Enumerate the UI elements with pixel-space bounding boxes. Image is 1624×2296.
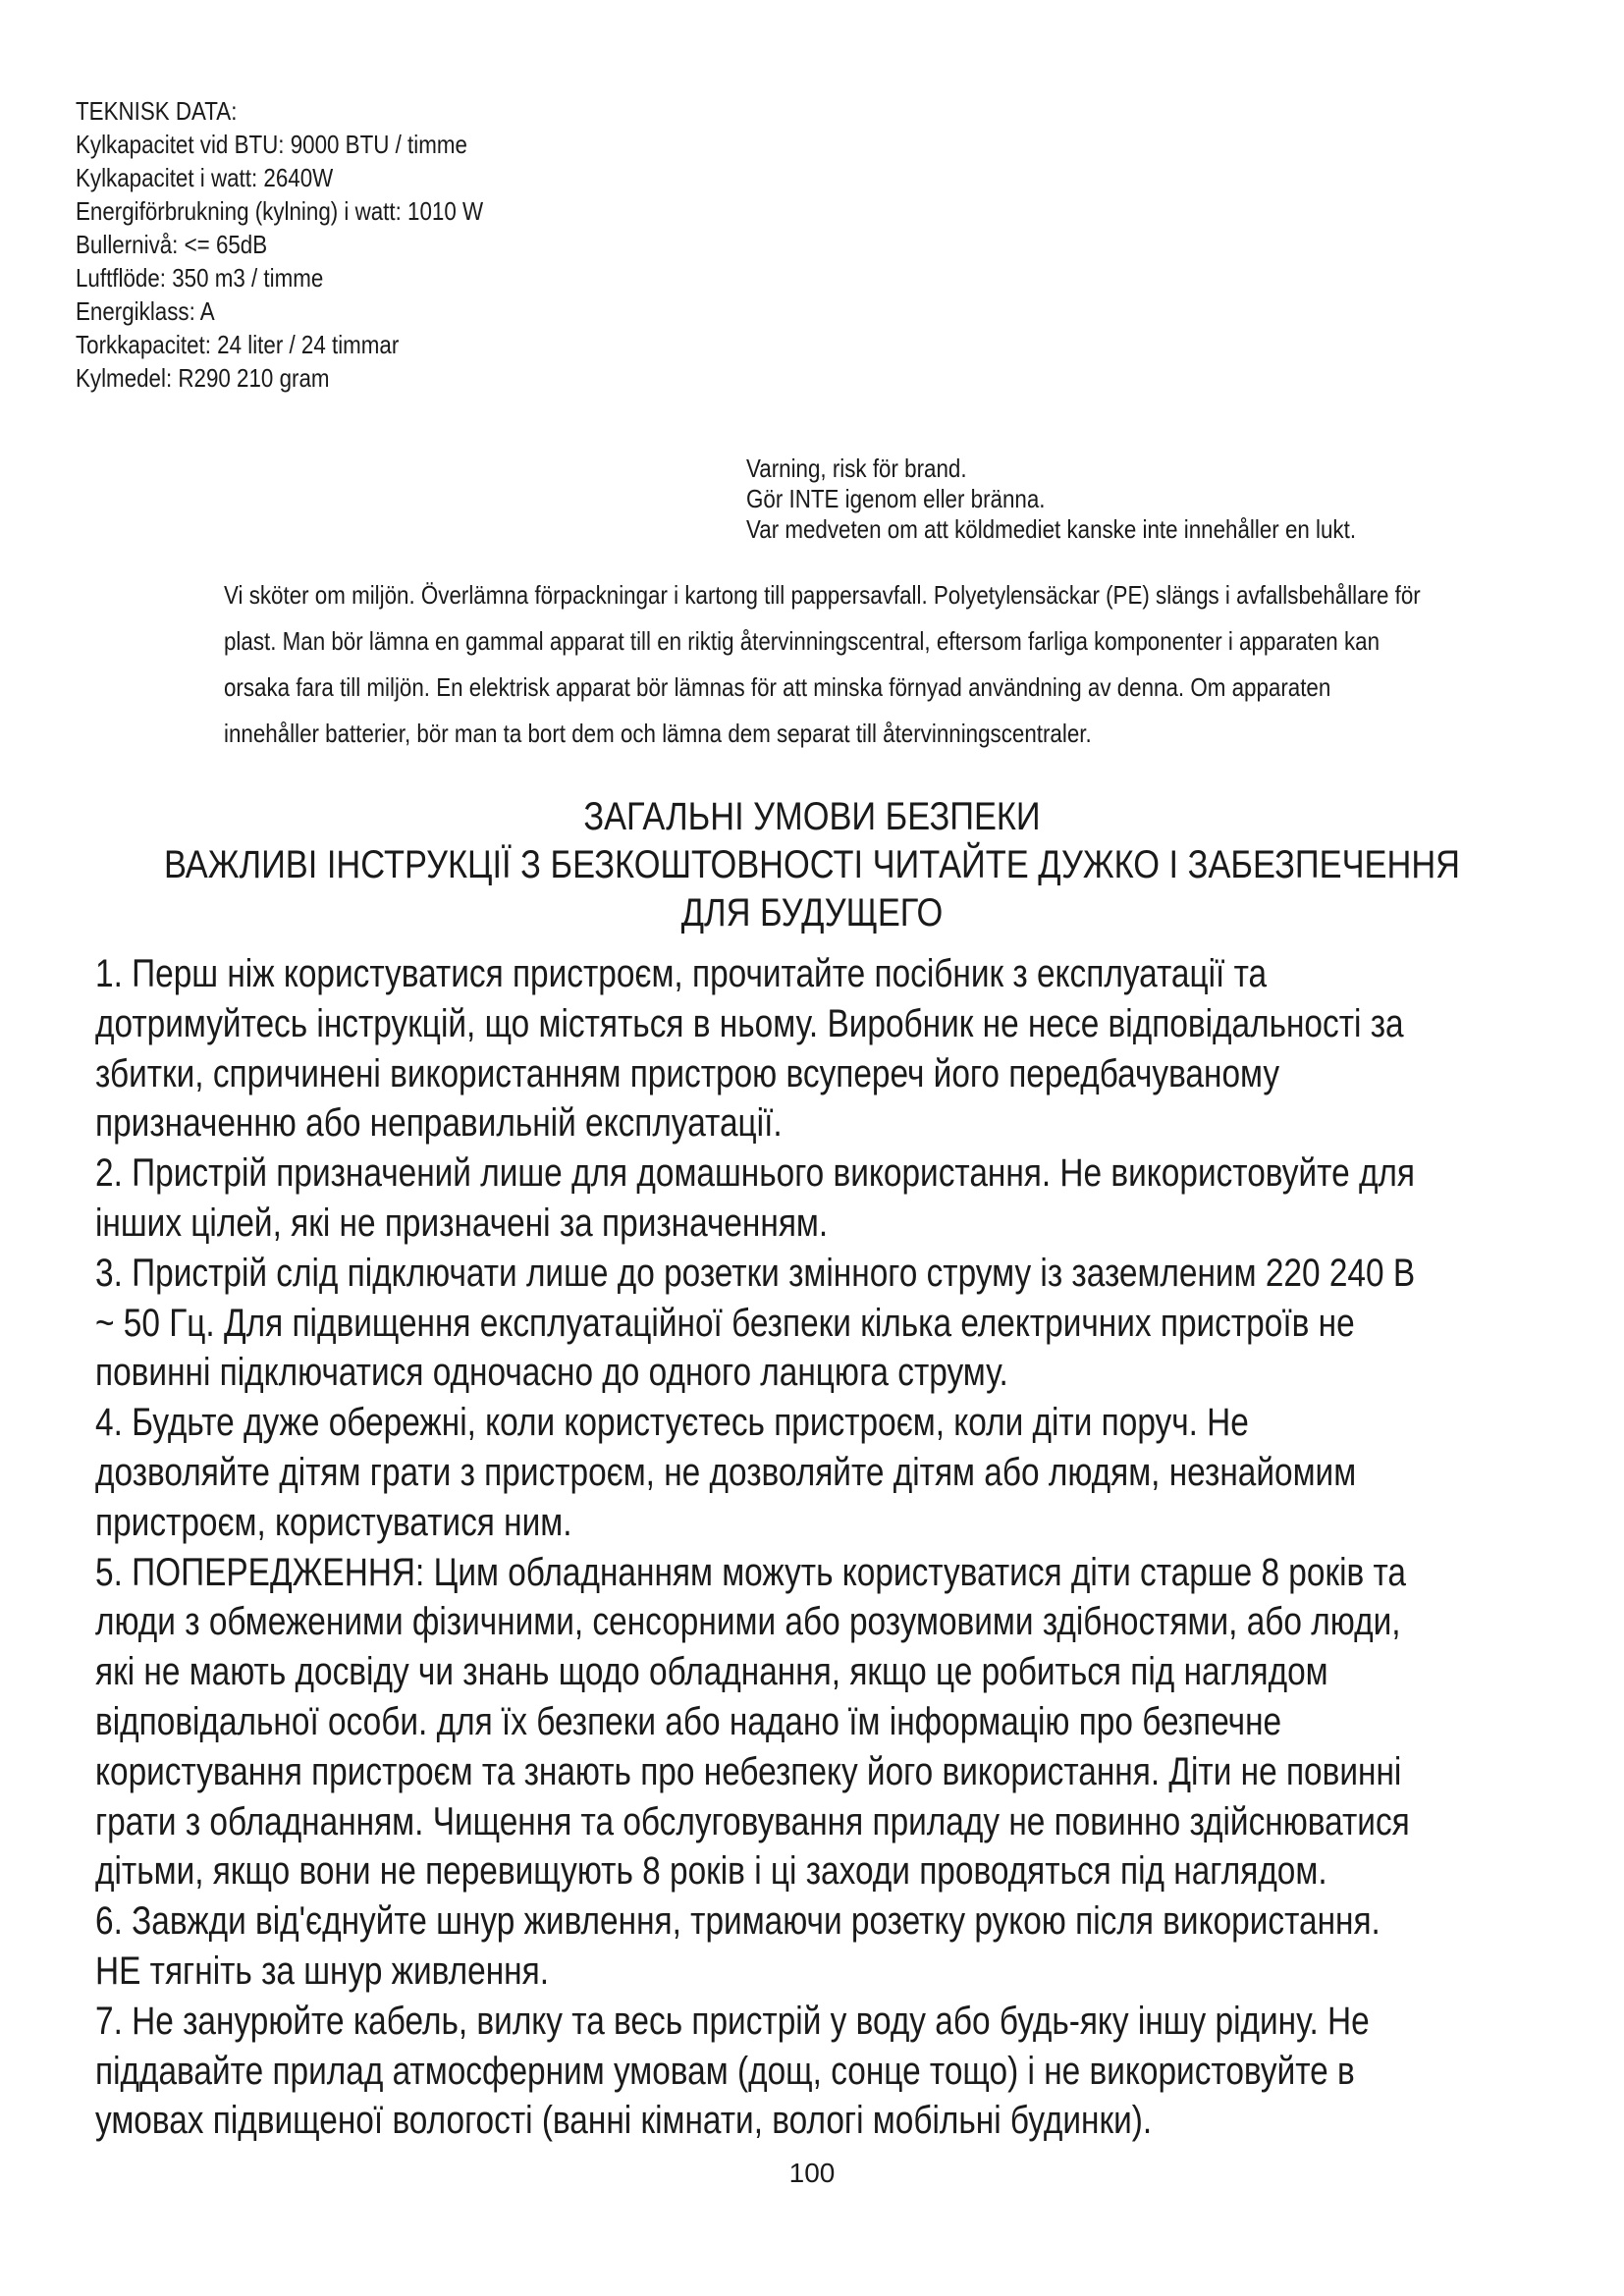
environment-notice <box>224 572 1592 757</box>
instruction-line: ~ 50 Гц. Для підвищення експлуатаційної безпеки кілька електричних пристроїв не <box>95 1301 1355 1345</box>
instruction-line: піддавайте прилад атмосферним умовам (дощ, сонце тощо) і не використовуйте в <box>95 2049 1355 2093</box>
safety-heading <box>0 793 1624 937</box>
warning-line: Varning, risk för brand. <box>746 454 967 483</box>
instruction-line: 5. ПОПЕРЕДЖЕННЯ: Цим обладнанням можуть користуватися діти старше 8 років та <box>95 1550 1407 1594</box>
technical-data-line: Energiklass: A <box>76 296 215 326</box>
instruction-line: 7. Не занурюйте кабель, вилку та весь пристрій у воду або будь-яку іншу рідину. Не <box>95 1999 1370 2043</box>
instruction-line: інших цілей, які не призначені за призначенням. <box>95 1201 829 1245</box>
technical-data-section <box>76 94 683 395</box>
instruction-line: люди з обмеженими фізичними, сенсорними або розумовими здібностями, або люди, <box>95 1600 1401 1644</box>
technical-data-line: Luftflöde: 350 m3 / timme <box>76 263 324 293</box>
page-number: 100 <box>788 2158 836 2188</box>
instruction-line: які не мають досвіду чи знань щодо обладнання, якщо це робиться під наглядом <box>95 1650 1328 1694</box>
instruction-line: збитки, спричинені використанням пристрою всупереч його передбачуваному <box>95 1051 1280 1095</box>
instruction-line: 3. Пристрій слід підключати лише до розетки змінного струму із заземленим 220 240 В <box>95 1251 1416 1295</box>
technical-data-line: Torkkapacitet: 24 liter / 24 timmar <box>76 330 400 359</box>
technical-data-line: Bullernivå: <= 65dB <box>76 230 268 259</box>
instruction-line: умовах підвищеної вологості (ванні кімнати, вологі мобільні будинки). <box>95 2099 1153 2143</box>
environment-line: innehåller batterier, bör man ta bort dem och lämna dem separat till återvinningscentraler. <box>224 719 1092 748</box>
instruction-line: повинні підключатися одночасно до одного ланцюга струму. <box>95 1351 1008 1395</box>
warning-line: Gör INTE igenom eller bränna. <box>746 484 1046 513</box>
instruction-line: 2. Пристрій призначений лише для домашнього використання. Не використовуйте для <box>95 1151 1416 1196</box>
instruction-line: дотримуйтесь інструкцій, що містяться в ньому. Виробник не несе відповідальності за <box>95 1001 1404 1045</box>
instruction-line: дозволяйте дітям грати з пристроєм, не дозволяйте дітям або людям, незнайомим <box>95 1450 1357 1494</box>
fire-warning-block <box>746 454 1506 545</box>
section-subtitle: ДЛЯ БУДУЩЕГО <box>680 891 944 934</box>
environment-line: plast. Man bör lämna en gammal apparat till en riktig återvinningscentral, eftersom farliga komponenter i apparaten kan <box>224 626 1380 656</box>
instruction-line: 1. Перш ніж користуватися пристроєм, прочитайте посібник з експлуатації та <box>95 952 1268 995</box>
safety-instructions <box>95 949 1563 2146</box>
technical-data-line: Kylkapacitet i watt: 2640W <box>76 163 334 192</box>
technical-data-line: Energiförbrukning (kylning) i watt: 1010 W <box>76 196 484 226</box>
instruction-line: 4. Будьте дуже обережні, коли користуєтесь пристроєм, коли діти поруч. Не <box>95 1401 1249 1445</box>
technical-data-title: TEKNISK DATA: <box>76 96 238 126</box>
instruction-line: пристроєм, користуватися ним. <box>95 1500 572 1544</box>
instruction-line: призначенню або неправильній експлуатації. <box>95 1101 783 1146</box>
warning-line: Var medveten om att köldmediet kanske inte innehåller en lukt. <box>746 514 1357 544</box>
instruction-line: 6. Завжди від'єднуйте шнур живлення, тримаючи розетку рукою після використання. <box>95 1899 1380 1944</box>
instruction-line: дітьми, якщо вони не перевищують 8 років і ці заходи проводяться під наглядом. <box>95 1849 1327 1894</box>
technical-data-line: Kylmedel: R290 210 gram <box>76 363 330 393</box>
environment-line: Vi sköter om miljön. Överlämna förpackningar i kartong till pappersavfall. Polyetylensäckar (PE) slängs i avfallsbehållare för <box>224 580 1421 610</box>
instruction-line: НЕ тягніть за шнур живлення. <box>95 1949 549 1993</box>
environment-line: orsaka fara till miljön. En elektrisk apparat bör lämnas för att minska förnyad användning av denna. Om apparaten <box>224 672 1331 702</box>
section-title: ЗАГАЛЬНІ УМОВИ БЕЗПЕКИ <box>583 795 1041 838</box>
instruction-line: відповідальної особи. для їх безпеки або надано їм інформацію про безпечне <box>95 1699 1282 1743</box>
section-subtitle: ВАЖЛИВІ ІНСТРУКЦІЇ З БЕЗКОШТОВНОСТІ ЧИТАЙТЕ ДУЖКО І ЗАБЕЗПЕЧЕННЯ <box>163 843 1461 886</box>
instruction-line: грати з обладнанням. Чищення та обслуговування приладу не повинно здійснюватися <box>95 1799 1410 1843</box>
instruction-line: користування пристроєм та знають про небезпеку його використання. Діти не повинні <box>95 1749 1402 1793</box>
technical-data-line: Kylkapacitet vid BTU: 9000 BTU / timme <box>76 130 467 159</box>
